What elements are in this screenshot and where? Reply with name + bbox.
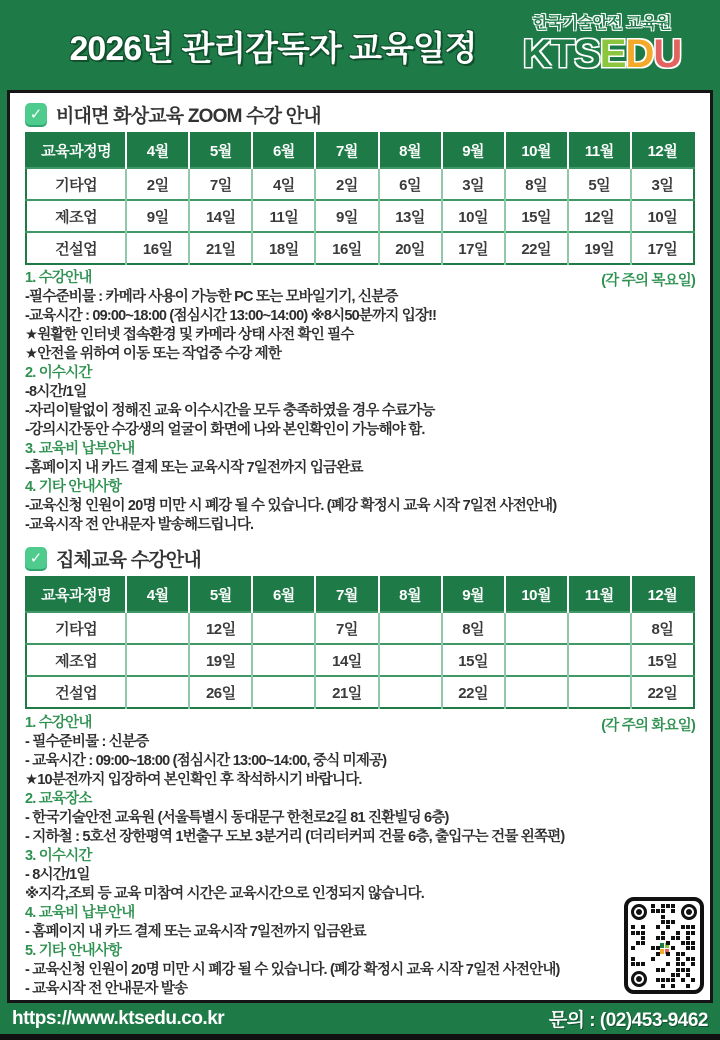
note-heading: 4. 기타 안내사항: [25, 479, 122, 495]
schedule-day-cell: 2일: [126, 168, 189, 200]
logo-letter: T: [550, 32, 575, 76]
schedule-day-cell: 12일: [568, 200, 631, 232]
column-header-month: 6월: [252, 577, 315, 612]
inperson-notes: [25, 714, 695, 999]
row-label: 건설업: [26, 232, 126, 264]
schedule-day-cell: 22일: [505, 232, 568, 264]
poster-footer: [0, 1003, 720, 1034]
schedule-day-cell: 17일: [442, 232, 505, 264]
column-header-month: 10월: [505, 133, 568, 168]
note-line: - 지하철 : 5호선 장한평역 1번출구 도보 3분거리 (더리터커피 건물 6층, 출입구는 건물 왼쪽편): [25, 829, 565, 845]
logo-letter: E: [599, 32, 626, 76]
row-label: 건설업: [26, 676, 126, 708]
schedule-day-cell: 22일: [442, 676, 505, 708]
note-heading: 1. 수강안내: [25, 270, 92, 286]
note-line: ★안전을 위하여 이동 또는 작업중 수강 제한: [25, 346, 282, 362]
section-zoom-title: 비대면 화상교육 ZOOM 수강 안내: [56, 105, 321, 127]
poster-header: [0, 0, 720, 90]
schedule-day-cell: [379, 644, 442, 676]
column-header-month: 4월: [126, 133, 189, 168]
logo-letter: K: [522, 32, 551, 76]
note-heading: 1. 수강안내: [25, 715, 92, 731]
row-label: 제조업: [26, 200, 126, 232]
zoom-schedule-table: [25, 132, 695, 265]
checkbox-icon: ✓: [25, 103, 47, 125]
schedule-day-cell: [252, 676, 315, 708]
logo-letter: S: [574, 32, 600, 76]
schedule-day-cell: 8일: [505, 168, 568, 200]
note-line: -교육시작 전 안내문자 발송해드립니다.: [25, 517, 254, 533]
qr-finder-icon: [681, 904, 697, 920]
note-line: ★10분전까지 입장하여 본인확인 후 착석하시기 바랍니다.: [25, 772, 362, 788]
column-header-month: 12월: [631, 133, 694, 168]
note-line: -8시간/1일: [25, 384, 87, 400]
note-line: - 교육신청 인원이 20명 미만 시 폐강 될 수 있습니다. (폐강 확정시 교육 시작 7일전 사전안내): [25, 962, 560, 978]
column-header-month: 12월: [631, 577, 694, 612]
schedule-day-cell: [505, 644, 568, 676]
schedule-day-cell: [505, 676, 568, 708]
note-line: -홈페이지 내 카드 결제 또는 교육시작 7일전까지 입금완료: [25, 460, 363, 476]
schedule-day-cell: 11일: [252, 200, 315, 232]
row-label: 제조업: [26, 644, 126, 676]
schedule-day-cell: 19일: [568, 232, 631, 264]
schedule-day-cell: 5일: [568, 168, 631, 200]
note-line: - 교육시작 전 안내문자 발송: [25, 981, 188, 997]
note-line: - 교육시간 : 09:00~18:00 (점심시간 13:00~14:00, 중식 미제공): [25, 753, 387, 769]
schedule-day-cell: 3일: [631, 168, 694, 200]
schedule-day-cell: 9일: [315, 200, 378, 232]
column-header-month: 7월: [315, 133, 378, 168]
table-header-row: [26, 133, 694, 168]
qr-pattern: [631, 904, 697, 987]
note-heading: 3. 이수시간: [25, 848, 92, 864]
schedule-day-cell: [126, 644, 189, 676]
logo-letter: D: [625, 32, 654, 76]
schedule-day-cell: [568, 644, 631, 676]
poster-title: 2026년 관리감독자 교육일정: [69, 29, 477, 68]
schedule-day-cell: 15일: [442, 644, 505, 676]
schedule-day-cell: 20일: [379, 232, 442, 264]
qr-finder-icon: [631, 971, 647, 987]
zoom-notes: [25, 269, 695, 535]
note-heading: 5. 기타 안내사항: [25, 943, 122, 959]
note-line: - 홈페이지 내 카드 결제 또는 교육시작 7일전까지 입금완료: [25, 924, 366, 940]
website-url-link[interactable]: https://www.ktsedu.co.kr: [12, 1007, 225, 1029]
note-line: ※지각,조퇴 등 교육 미참여 시간은 교육시간으로 인정되지 않습니다.: [25, 886, 424, 902]
schedule-day-cell: 14일: [189, 200, 252, 232]
note-heading: 2. 교육장소: [25, 791, 92, 807]
schedule-day-cell: 13일: [379, 200, 442, 232]
qr-code: [624, 897, 704, 994]
table-row: [26, 232, 694, 264]
note-heading: 4. 교육비 납부안내: [25, 905, 135, 921]
column-header-month: 11월: [568, 133, 631, 168]
schedule-day-cell: 16일: [315, 232, 378, 264]
column-header-course: 교육과정명: [26, 133, 126, 168]
schedule-day-cell: 8일: [631, 612, 694, 644]
schedule-day-cell: 15일: [631, 644, 694, 676]
table-row: [26, 612, 694, 644]
note-line: - 한국기술안전 교육원 (서울특별시 동대문구 한천로2길 81 진환빌딩 6층): [25, 810, 449, 826]
schedule-day-cell: [568, 612, 631, 644]
schedule-day-cell: 17일: [631, 232, 694, 264]
schedule-day-cell: 15일: [505, 200, 568, 232]
schedule-day-cell: 21일: [189, 232, 252, 264]
column-header-month: 11월: [568, 577, 631, 612]
note-line: -교육시간 : 09:00~18:00 (점심시간 13:00~14:00) ※8시50분까지 입장!!: [25, 308, 437, 324]
schedule-day-cell: 7일: [315, 612, 378, 644]
schedule-day-cell: [126, 612, 189, 644]
schedule-day-cell: 14일: [315, 644, 378, 676]
schedule-day-cell: 4일: [252, 168, 315, 200]
qr-finder-icon: [631, 904, 647, 920]
schedule-day-cell: 7일: [189, 168, 252, 200]
note-line: -강의시간동안 수강생의 얼굴이 화면에 나와 본인확인이 가능해야 함.: [25, 422, 425, 438]
schedule-day-cell: 10일: [631, 200, 694, 232]
column-header-month: 4월: [126, 577, 189, 612]
logo-letter: U: [653, 32, 682, 76]
note-line: - 필수준비물 : 신분증: [25, 734, 149, 750]
schedule-day-cell: 18일: [252, 232, 315, 264]
schedule-day-cell: [252, 612, 315, 644]
column-header-month: 9월: [442, 133, 505, 168]
schedule-day-cell: 16일: [126, 232, 189, 264]
schedule-day-cell: 3일: [442, 168, 505, 200]
schedule-day-cell: [252, 644, 315, 676]
content-panel: [7, 90, 713, 1003]
column-header-month: 5월: [189, 133, 252, 168]
schedule-day-cell: 21일: [315, 676, 378, 708]
schedule-day-cell: 22일: [631, 676, 694, 708]
schedule-day-cell: 19일: [189, 644, 252, 676]
section-inperson-header: [25, 545, 695, 571]
note-heading: 3. 교육비 납부안내: [25, 441, 135, 457]
table-row: [26, 168, 694, 200]
schedule-day-cell: [126, 676, 189, 708]
row-label: 기타업: [26, 168, 126, 200]
note-line: ★원활한 인터넷 접속환경 및 카메라 상태 사전 확인 필수: [25, 327, 354, 343]
schedule-day-cell: 2일: [315, 168, 378, 200]
table-row: [26, 676, 694, 708]
schedule-day-cell: 10일: [442, 200, 505, 232]
note-heading: 2. 이수시간: [25, 365, 92, 381]
table-row: [26, 644, 694, 676]
note-line: -자리이탈없이 정해진 교육 이수시간을 모두 충족하였을 경우 수료가능: [25, 403, 435, 419]
inperson-schedule-table: [25, 576, 695, 709]
schedule-day-cell: [505, 612, 568, 644]
column-header-month: 6월: [252, 133, 315, 168]
logo-subtitle: 한국기술안전 교육원: [532, 15, 672, 32]
ktsedu-logo: [498, 16, 720, 74]
logo-wordmark: [523, 32, 681, 76]
weekday-note: (각 주의 목요일): [601, 273, 695, 289]
schedule-day-cell: 12일: [189, 612, 252, 644]
weekday-note: (각 주의 화요일): [601, 718, 695, 734]
note-line: -필수준비물 : 카메라 사용이 가능한 PC 또는 모바일기기, 신분증: [25, 289, 398, 305]
column-header-month: 9월: [442, 577, 505, 612]
row-label: 기타업: [26, 612, 126, 644]
section-inperson-title: 집체교육 수강안내: [56, 549, 201, 571]
note-line: - 8시간/1일: [25, 867, 90, 883]
column-header-month: 8월: [379, 133, 442, 168]
column-header-course: 교육과정명: [26, 577, 126, 612]
contact-phone: 문의 : (02)453-9462: [548, 1010, 708, 1031]
schedule-day-cell: [568, 676, 631, 708]
schedule-day-cell: 9일: [126, 200, 189, 232]
note-line: -교육신청 인원이 20명 미만 시 폐강 될 수 있습니다. (폐강 확정시 교육 시작 7일전 사전안내): [25, 498, 557, 514]
column-header-month: 8월: [379, 577, 442, 612]
bottom-black-strip: [0, 1034, 720, 1040]
checkbox-icon: ✓: [25, 547, 47, 569]
column-header-month: 7월: [315, 577, 378, 612]
schedule-day-cell: [379, 612, 442, 644]
schedule-day-cell: 8일: [442, 612, 505, 644]
schedule-day-cell: 6일: [379, 168, 442, 200]
table-row: [26, 200, 694, 232]
schedule-day-cell: 26일: [189, 676, 252, 708]
table-header-row: [26, 577, 694, 612]
column-header-month: 10월: [505, 577, 568, 612]
schedule-day-cell: [379, 676, 442, 708]
column-header-month: 5월: [189, 577, 252, 612]
section-zoom-header: [25, 101, 695, 127]
